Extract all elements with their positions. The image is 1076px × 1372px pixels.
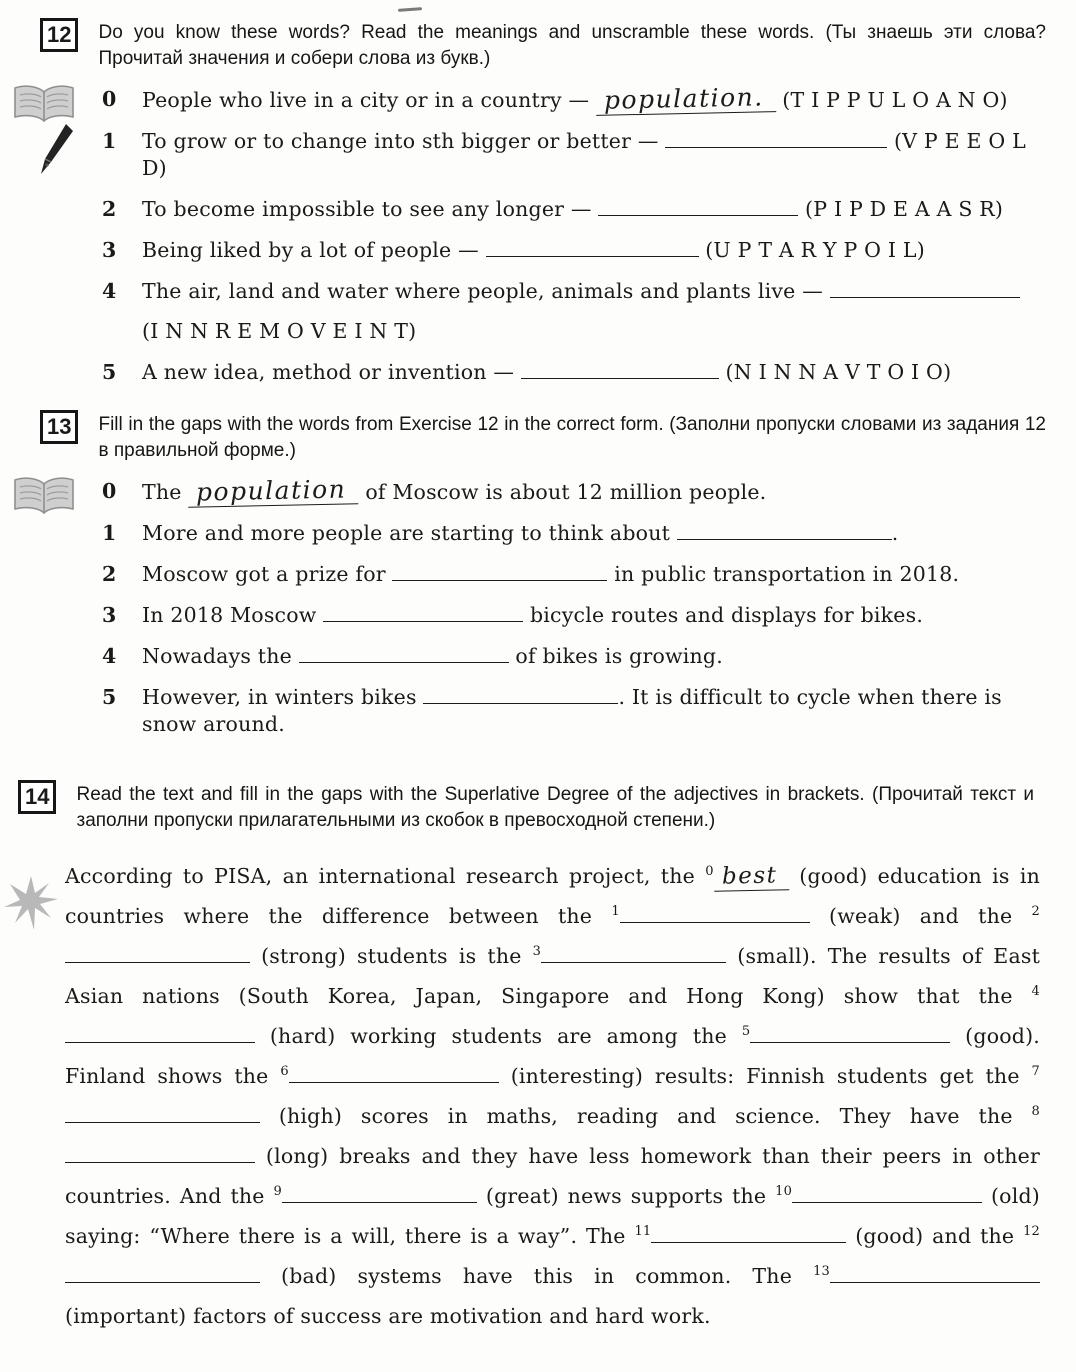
blank-number: 12: [1023, 1224, 1041, 1240]
text-segment: (strong) students is the: [261, 944, 522, 968]
blank-number: 8: [1031, 1104, 1040, 1120]
text-segment: (small). The results of East Asian nations (South Korea, Japan, Singapore and Hong Kong) show that the: [65, 944, 1041, 1008]
answer-blank: [830, 1264, 1040, 1283]
item-number: 2: [102, 197, 117, 221]
blank-number: 1: [611, 904, 620, 920]
exercise-12-number: 12: [40, 18, 78, 52]
scrambled-letters: (U P T A R Y P O I L): [705, 238, 925, 262]
exercise-13: [0, 410, 1076, 738]
exercise-14-number: 14: [18, 780, 56, 814]
answer-blank: [750, 1024, 950, 1043]
item-number: 3: [102, 238, 117, 262]
answer-blank: [65, 1024, 255, 1043]
item-number: 2: [102, 562, 117, 586]
scan-artifact: [398, 7, 422, 12]
exercise-13-item-2: [102, 561, 1050, 588]
answer-blank: [282, 1184, 477, 1203]
exercise-12-item-4: [102, 278, 1050, 345]
item-text: of bikes is growing.: [515, 644, 723, 668]
handwritten-answer: best: [713, 864, 789, 892]
text-segment: (hard) working students are among the: [269, 1024, 727, 1048]
blank-number: 4: [1031, 984, 1040, 1000]
item-text: bicycle routes and displays for bikes.: [529, 603, 924, 627]
item-number: 4: [102, 279, 117, 303]
text-segment: According to PISA, an international research project, the: [65, 864, 695, 888]
blank-number: 11: [634, 1224, 652, 1240]
item-text: .: [891, 521, 899, 545]
star-icon: [4, 876, 58, 934]
item-number: 4: [102, 644, 117, 668]
exercise-12-item-0: [102, 82, 1050, 115]
answer-blank: [65, 1104, 260, 1123]
answer-blank: [65, 944, 250, 963]
item-text: of Moscow is about 12 million people.: [365, 480, 767, 504]
item-number: 1: [102, 521, 117, 545]
item-text: People who live in a city or in a country —: [142, 88, 590, 112]
text-segment: (bad) systems have this in common. The: [281, 1264, 793, 1288]
exercise-13-instruction: Fill in the gaps with the words from Exercise 12 in the correct form. (Заполни пропуски словами из задания 12 в правильной форме.): [98, 414, 1046, 461]
text-segment: (good). Finland shows the: [65, 1024, 1041, 1088]
item-text: Being liked by a lot of people —: [142, 238, 479, 262]
answer-blank: [486, 238, 699, 257]
exercise-13-header: [0, 410, 1076, 464]
blank-number: 0: [705, 864, 714, 880]
text-segment: (interesting) results: Finnish students get the: [510, 1064, 1020, 1088]
item-text: . It is difficult to cycle when there is snow around.: [142, 685, 1002, 736]
answer-blank: [830, 279, 1020, 298]
exercise-12-item-3: [102, 237, 1050, 264]
answer-blank: [392, 562, 607, 581]
pen-icon: [38, 122, 74, 182]
item-number: 0: [102, 479, 117, 503]
handwritten-answer: population.: [596, 84, 776, 116]
exercise-13-item-0: [102, 474, 1050, 507]
text-segment: (good) and the: [855, 1224, 1015, 1248]
blank-number: 7: [1031, 1064, 1041, 1080]
open-book-icon: [12, 476, 76, 524]
answer-blank: [65, 1264, 260, 1283]
answer-blank: [65, 1144, 255, 1163]
answer-blank: [299, 644, 509, 663]
answer-blank: [289, 1064, 499, 1083]
exercise-13-item-3: [102, 602, 1050, 629]
item-number: 3: [102, 603, 117, 627]
item-number: 5: [102, 360, 117, 384]
blank-number: 3: [532, 944, 542, 960]
text-segment: (weak) and the: [829, 904, 1013, 928]
exercise-12-item-1: [102, 128, 1050, 182]
answer-blank: [620, 904, 810, 923]
answer-blank: [323, 603, 523, 622]
item-text: In 2018 Moscow: [142, 603, 317, 627]
blank-number: 2: [1031, 904, 1041, 920]
text-segment: (long) breaks and they have less homework than their peers in other countries. And the: [65, 1144, 1040, 1208]
text-segment: (old) saying: “Where there is a will, there is a way”. The: [65, 1184, 1041, 1248]
item-text: in public transportation in 2018.: [614, 562, 960, 586]
blank-number: 5: [741, 1024, 751, 1040]
item-text: More and more people are starting to think about: [142, 521, 671, 545]
blank-number: 9: [273, 1184, 283, 1200]
item-number: 1: [102, 129, 117, 153]
exercise-13-item-5: [102, 684, 1050, 738]
exercise-13-item-4: [102, 643, 1050, 670]
exercise-14-instruction: Read the text and fill in the gaps with the Superlative Degree of the adjectives in brackets. (Прочитай текст и заполни пропуски прилагательными из скобок в превосходной степени.): [76, 784, 1034, 831]
answer-blank: [541, 944, 726, 963]
item-text: A new idea, method or invention —: [142, 360, 515, 384]
item-text: However, in winters bikes: [142, 685, 417, 709]
exercise-12-item-5: [102, 359, 1050, 386]
scrambled-letters: (N I N N A V T O I O): [725, 360, 952, 384]
answer-blank: [665, 129, 887, 148]
answer-blank: [598, 197, 798, 216]
item-text: Nowadays the: [142, 644, 292, 668]
text-segment: (important) factors of success are motivation and hard work.: [65, 1304, 711, 1328]
text-segment: (high) scores in maths, reading and science. They have the: [278, 1104, 1013, 1128]
answer-blank: [521, 360, 719, 379]
exercise-12-items: [0, 82, 1076, 386]
item-number: 5: [102, 685, 117, 709]
blank-number: 6: [280, 1064, 289, 1080]
answer-blank: [677, 521, 892, 540]
item-text: To grow or to change into sth bigger or better —: [142, 129, 659, 153]
scrambled-letters: (V P E E O L D): [142, 129, 1026, 180]
exercise-14-header: [0, 780, 1076, 834]
scrambled-letters: (T I P P U L O A N O): [782, 88, 1008, 112]
answer-blank: [792, 1184, 982, 1203]
item-number: 0: [102, 87, 117, 111]
item-text: The: [142, 480, 182, 504]
exercise-13-items: [0, 474, 1076, 738]
text-segment: (good) education is in countries where the difference between the: [65, 864, 1040, 928]
text-segment: (great) news supports the: [485, 1184, 767, 1208]
answer-blank: [423, 685, 618, 704]
item-text: Moscow got a prize for: [142, 562, 386, 586]
scrambled-letters: (P I P D E A A S R): [805, 197, 1004, 221]
exercise-12: [0, 18, 1076, 386]
exercise-13-item-1: [102, 520, 1050, 547]
exercise-12-header: [0, 18, 1076, 72]
exercise-14-text: [0, 856, 1076, 1336]
item-text: The air, land and water where people, animals and plants live —: [142, 279, 823, 303]
answer-blank: [651, 1224, 846, 1243]
exercise-13-number: 13: [40, 410, 78, 444]
handwritten-answer: population: [188, 476, 359, 508]
scrambled-letters: (I N N R E M O V E I N T): [142, 319, 417, 343]
exercise-14: [0, 780, 1076, 1336]
exercise-12-item-2: [102, 196, 1050, 223]
blank-number: 13: [813, 1264, 831, 1280]
exercise-12-instruction: Do you know these words? Read the meanings and unscramble these words. (Ты знаешь эти слова? Прочитай значения и собери слова из букв.): [98, 22, 1046, 69]
item-text: To become impossible to see any longer —: [142, 197, 592, 221]
blank-number: 10: [775, 1184, 793, 1200]
